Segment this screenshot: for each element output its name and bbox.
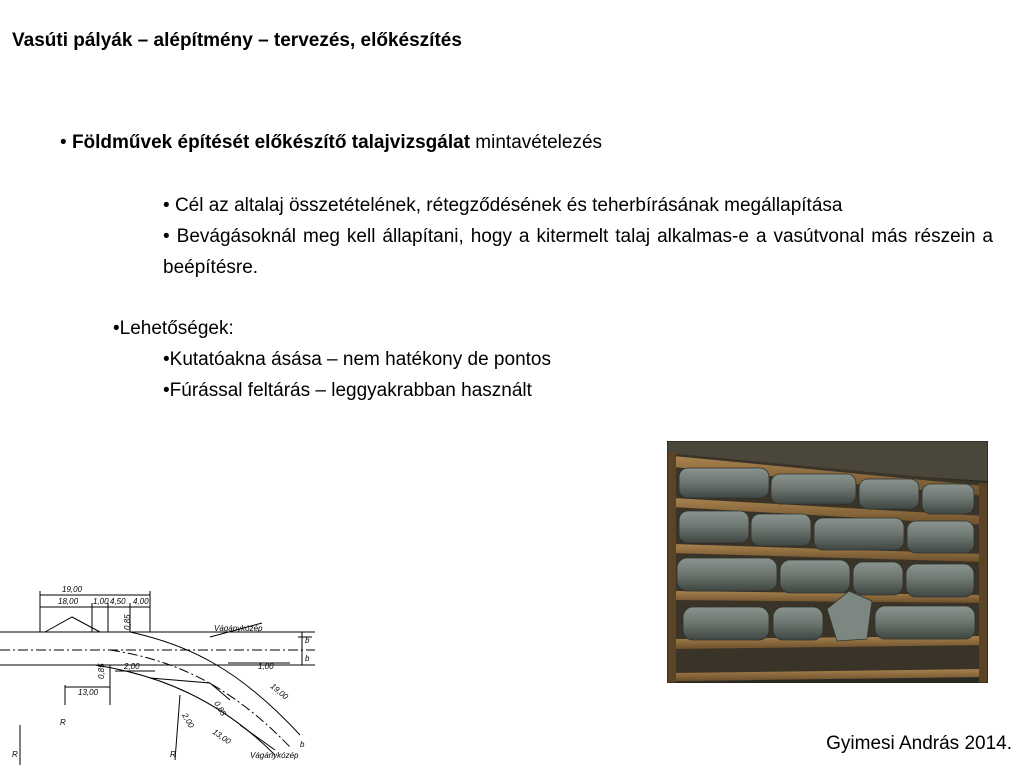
dim-19: 19,00 (62, 585, 83, 594)
dim-2: 2,00 (124, 662, 140, 671)
dim-18: 18,00 (58, 597, 79, 606)
dim-13: 13,00 (78, 688, 99, 697)
bullet-soil-survey-bold: Földművek építését előkészítő talajvizsgálat (71, 132, 471, 153)
bullet-soil-survey-rest: mintavételezés (470, 132, 603, 153)
bullet-cuttings: • Bevágásoknál meg kell állapítani, hogy a kitermelt talaj alkalmas-e a vasútvonal más részein a beépítésre. (163, 226, 993, 278)
dim-13b: 13,00 (210, 727, 233, 747)
bullet-goal: • Cél az altalaj összetételének, rétegződésének és teherbírásának megállapítása (163, 195, 843, 216)
dim-1: 1,00 (93, 597, 109, 606)
dim-085a: 0,85 (123, 614, 132, 630)
bullet-test-pit: •Kutatóakna ásása – nem hatékony de pontos (163, 349, 551, 370)
slide-title: Vasúti pályák – alépítmény – tervezés, előkészítés (12, 30, 462, 51)
radius-r1: R (12, 750, 18, 759)
bullet-options: •Lehetőségek: (113, 318, 234, 339)
core-sample-box-photo (667, 441, 988, 683)
dim-085c: 0,85 (212, 699, 228, 718)
dim-b1: b (305, 636, 310, 645)
dim-450: 4,50 (110, 597, 126, 606)
dim-b2: b (305, 654, 310, 663)
label-track-center-b: Vágánykózép (250, 751, 299, 760)
branch-inner-edge (95, 665, 275, 755)
dim-4: 4,00 (133, 597, 149, 606)
bullet-cuttings-text: Bevágásoknál meg kell állapítani, hogy a kitermelt talaj alkalmas-e a vasútvonal más részein a beépítésre. (163, 226, 993, 278)
dim-b3: b (300, 740, 305, 749)
radius-r2: R (170, 750, 176, 759)
dim-19b: 19,00 (268, 681, 290, 702)
dim-1b: 1,00 (258, 662, 274, 671)
bullet-options-text: Lehetőségek: (119, 318, 234, 339)
bullet-goal-text: Cél az altalaj összetételének, rétegződésének és teherbírásának megállapítása (174, 195, 843, 216)
radius-r3: R (60, 718, 66, 727)
bullet-drilling-text: Fúrással feltárás – leggyakrabban használt (169, 380, 532, 401)
widening-outline (150, 678, 230, 700)
track-branch-drawing (0, 575, 325, 768)
dim-2b: 2,00 (180, 711, 196, 730)
dim-085b: 0,85 (97, 663, 106, 679)
bullet-drilling: •Fúrással feltárás – leggyakrabban használt (163, 380, 532, 401)
bullet-test-pit-text: Kutatóakna ásása – nem hatékony de pontos (169, 349, 551, 370)
footer-author: Gyimesi András 2014. (826, 733, 1012, 754)
label-track-center-a: Vágánykózép (214, 624, 263, 633)
bullet-soil-survey: • Földművek építését előkészítő talajvizsgálat mintavételezés (60, 132, 603, 153)
core-row (677, 558, 974, 597)
